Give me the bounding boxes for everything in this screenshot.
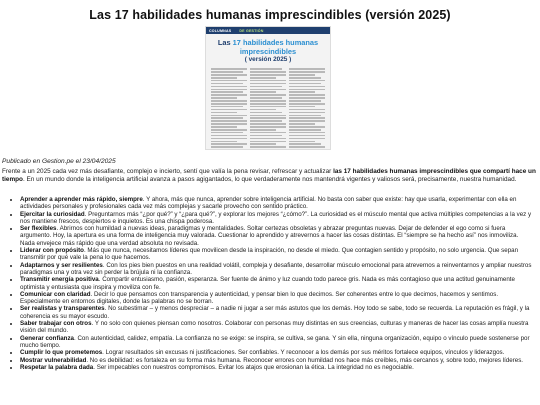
skill-text: . No es debilidad: es fortaleza en su forma más humana. Reconocer errores con humildad nos hace más creíbles, más cercanos y, sobre todo, mejores líderes. [86,356,524,364]
skill-text: . Y ahora, más que nunca, aprender sobre inteligencia artificial. No basta con saber que existe: hay que usarla, experimentar con ella en actividades personales y profesionales cada vez más complejas y sacarle provecho con sentido práctico. [20,196,517,211]
skill-title: Ser flexibles [20,225,57,233]
intro-text-after: . En un mundo donde la inteligencia artificial avanza a pasos agigantados, lo que verdaderamente nos mantendrá vigentes y valiosos será, precisamente, nuestra humanidad. [22,175,517,183]
skills-list [0,196,534,371]
clipping-body-text [206,64,330,149]
publication-caption: Publicado en Gestion.pe el 23/04/2025 [2,158,116,165]
list-item [20,276,534,291]
intro-text-before: Frente a un 2025 cada vez más desafiante, complejo e incierto, sentí que valía la pena revisar, refrescar y actualizar [2,168,334,175]
skill-text: . Más que nunca, necesitamos líderes que movilicen desde la inspiración, no desde el miedo. Que contagien sentido y propósito, no solo urgencia. Que sepan transmitir por qué vale la pena lo que hacemos. [20,247,519,262]
skill-text: . No subestimar – y menos despreciar – a nadie ni jugar a ser más astutos que los demás. Hoy todo se sabe, todo se recuerda. La reputación es frágil, y la coherencia es su mayor escudo. [20,305,530,320]
skill-text: . Lograr resultados sin excusas ni justificaciones. Ser confiables. Y reconocer a los demás por sus méritos fortalece equipos, vínculos y liderazgos. [102,349,505,357]
clipping-column [250,67,286,149]
skill-text: . Y no solo con quienes piensan como nosotros. Colaborar con personas muy distintas en sus creencias, culturas y maneras de hacer las cosas amplía nuestra visión del mundo. [20,320,529,335]
skill-title: Cumplir lo que prometemos [20,349,103,357]
clipping-column [289,67,325,149]
skill-text: . Preguntarnos más “¿por qué?” y “¿para qué?”, y explorar los mejores “¿cómo?”. La curiosidad es el músculo mental que activa múltiples competencias a la vez y nos mantiene frescos, despiertos e inquietos. Es una chispa poderosa. [20,210,532,225]
article-title: Las 17 habilidades humanas imprescindibles (versión 2025) [89,8,451,22]
skill-title: Aprender a aprender más rápido, siempre [20,196,143,203]
skill-title: Generar confianza [20,334,74,342]
clipping-header-bar [206,27,330,34]
skill-title: Adaptarnos y ser resilientes [20,261,103,269]
skill-title: Ejercitar la curiosidad [20,210,85,218]
list-item [20,291,534,306]
skill-title: Ser realistas y transparentes [20,305,105,313]
skill-text: . Decir lo que pensamos con transparencia y autenticidad, y pensar bien lo que decimos. Ser coherentes entre lo que decimos, hacemos y sentimos. Especialmente en entornos digitales, donde las palabras no se borran. [20,290,499,306]
list-item [20,196,534,211]
skill-text: . Abrirnos con humildad a nuevas ideas, paradigmas y mentalidades. Soltar certezas obsoletas y abrazar preguntas nuevas. Dejar de defender el ego como si fuera argumento. Hoy, la apertura es una forma de inteligencia muy valorada. Cuestionar lo aprendido y atrevernos a hacer las cosas distintas. El “siempre se ha hecho así” nos inmoviliza. Nada envejece más rápido que una verdad absoluta no revisada. [20,225,519,247]
list-item [20,364,534,371]
skill-title: Respetar la palabra dada [20,363,94,371]
list-item [20,262,534,277]
list-item [20,247,534,262]
clipping-section: DE GESTIÓN [239,28,264,33]
skill-text: . Con autenticidad, calidez, empatía. La confianza no se exige: se inspira, se cultiva, se gana. Y sin ella, ninguna organización, equipo o vínculo puede sostenerse por mucho tiempo. [20,334,530,349]
list-item [20,335,534,350]
skill-title: Saber trabajar con otros [20,320,92,328]
list-item [20,320,534,335]
skill-title: Liderar con propósito [20,247,84,255]
skill-title: Comunicar con claridad [20,290,91,298]
clipping-headline-pre: Las [217,38,233,47]
list-item [20,357,534,364]
skill-text: . Compartir entusiasmo, pasión, esperanza. Ser fuente de ánimo y luz cuando todo parece gris. Nada es más contagioso que una actitud genuinamente optimista y entusiasta que inspira y moviliza con fe. [20,276,515,291]
skill-title: Transmitir energía positiva [20,276,99,284]
skill-text: . Con los pies bien puestos en una realidad volátil, compleja y desafiante, desarrollar músculo emocional para atrevernos a reinventarnos y ampliar nuestros paradigmas una y otra vez sin perder la brújula ni la confianza. [20,261,532,276]
clipping-headline-highlight: 17 habilidades humanas imprescindibles [232,38,319,56]
newspaper-clipping-image [205,26,331,150]
clipping-subheadline: ( versión 2025 ) [244,56,292,63]
clipping-brand: COLUMNAS [209,28,232,33]
skill-text: . Ser impecables con nuestros compromisos. Evitar los atajos que erosionan la ética. La integridad no es negociable. [93,363,414,371]
skill-title: Mostrar vulnerabilidad [20,356,87,364]
intro-paragraph [2,168,536,183]
list-item [20,349,534,356]
intro-text-bold: las 17 habilidades humanas imprescindibles que compartí hace un tiempo [2,168,536,183]
list-item [20,211,534,226]
list-item [20,225,534,247]
clipping-headline [206,39,330,56]
list-item [20,305,534,320]
clipping-column [211,67,247,149]
